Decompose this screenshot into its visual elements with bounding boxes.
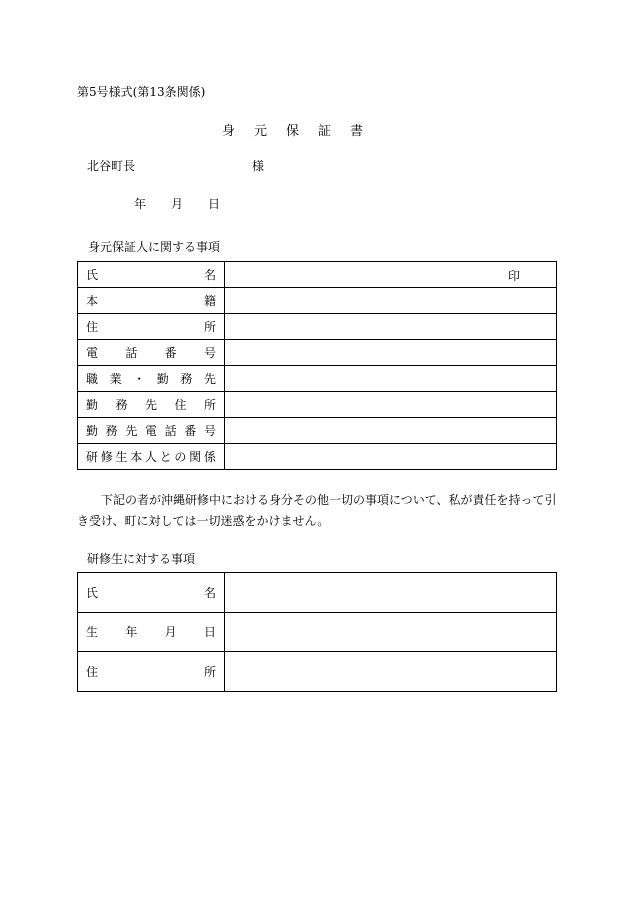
label-char: 業 [109, 372, 122, 386]
label-char: の [174, 450, 187, 464]
label-char: 住 [86, 320, 99, 334]
label-char: 職 [86, 372, 99, 386]
title-char: 元 [254, 124, 268, 139]
guarantor-row-label [78, 444, 225, 470]
label-char: 生 [86, 625, 99, 640]
guarantor-row [78, 392, 557, 418]
label-char: 先 [144, 398, 157, 412]
guarantor-row-value[interactable] [225, 262, 557, 288]
trainee-row-label [78, 573, 225, 613]
label-char: 話 [164, 424, 177, 438]
guarantor-table [77, 261, 557, 470]
guarantor-row-label [78, 392, 225, 418]
guarantor-row-label [78, 366, 225, 392]
label-char: 勤 [86, 424, 99, 438]
guarantor-row-label [78, 340, 225, 366]
label-char: 号 [203, 424, 216, 438]
date-line [134, 195, 220, 212]
label-char: 番 [184, 424, 197, 438]
label-char: 号 [203, 346, 216, 360]
label-char: 関 [189, 450, 202, 464]
guarantor-row-value[interactable] [225, 314, 557, 340]
guarantor-row [78, 444, 557, 470]
guarantor-row-label [78, 288, 225, 314]
honorific: 様 [252, 159, 265, 173]
guarantor-row-value[interactable] [225, 444, 557, 470]
label-char: 住 [86, 664, 99, 679]
guarantor-row-value[interactable] [225, 288, 557, 314]
label-char: と [159, 450, 172, 464]
title-char: 書 [350, 124, 364, 139]
label-char: 務 [180, 372, 193, 386]
document-title [222, 120, 382, 139]
label-char: 係 [203, 450, 216, 464]
label-char: 日 [203, 625, 216, 640]
title-char: 保 [286, 124, 300, 139]
label-char: 籍 [203, 294, 216, 308]
label-char: 生 [115, 450, 128, 464]
label-char: 電 [144, 424, 157, 438]
label-char: ・ [133, 372, 146, 386]
guarantor-row-label [78, 314, 225, 340]
trainee-table [77, 572, 557, 692]
label-char: 所 [203, 320, 216, 334]
guarantor-row [78, 288, 557, 314]
trainee-row-value[interactable] [225, 652, 557, 692]
guarantor-row [78, 340, 557, 366]
guarantor-row [78, 314, 557, 340]
label-char: 務 [115, 398, 128, 412]
label-char: 務 [105, 424, 118, 438]
label-char: 月 [164, 625, 177, 640]
trainee-row-label [78, 652, 225, 692]
label-char: 研 [86, 450, 99, 464]
guarantor-row-label [78, 418, 225, 444]
trainee-row [78, 612, 557, 652]
guarantor-row-value[interactable] [225, 340, 557, 366]
label-char: 名 [203, 268, 216, 282]
title-char: 身 [222, 124, 236, 139]
trainee-row-value[interactable] [225, 612, 557, 652]
trainee-row-label [78, 612, 225, 652]
trainee-row-value[interactable] [225, 573, 557, 613]
label-char: 先 [203, 372, 216, 386]
label-char: 勤 [86, 398, 99, 412]
label-char: 人 [144, 450, 157, 464]
label-char: 先 [125, 424, 138, 438]
guarantor-row-value[interactable] [225, 392, 557, 418]
label-char: 本 [130, 450, 143, 464]
guarantor-row-label [78, 262, 225, 288]
label-char: 名 [203, 585, 216, 600]
title-char: 証 [318, 124, 332, 139]
date-day: 日 [208, 197, 221, 211]
seal-mark: 印 [507, 269, 520, 283]
trainee-section-heading: 研修生に対する事項 [87, 552, 196, 566]
form-number: 第5号様式(第13条関係) [77, 85, 206, 99]
guarantor-section-heading: 身元保証人に関する事項 [88, 240, 221, 254]
label-char: 所 [203, 398, 216, 412]
label-char: 所 [203, 664, 216, 679]
label-char: 氏 [86, 585, 99, 600]
label-char: 年 [125, 625, 138, 640]
label-char: 修 [100, 450, 113, 464]
trainee-row [78, 652, 557, 692]
label-char: 氏 [86, 268, 99, 282]
label-char: 住 [174, 398, 187, 412]
addressee: 北谷町長 [87, 159, 136, 173]
guarantor-row [78, 262, 557, 288]
date-year: 年 [134, 197, 147, 211]
guarantee-statement: 下記の者が沖縄研修中における身分その他一切の事項について、私が責任を持って引き受け、町に対しては一切迷惑をかけません。 [77, 493, 557, 528]
guarantor-row [78, 418, 557, 444]
guarantor-row [78, 366, 557, 392]
date-month: 月 [171, 197, 184, 211]
label-char: 話 [125, 346, 138, 360]
label-char: 勤 [156, 372, 169, 386]
label-char: 番 [164, 346, 177, 360]
label-char: 電 [86, 346, 99, 360]
trainee-row [78, 573, 557, 613]
label-char: 本 [86, 294, 99, 308]
guarantor-row-value[interactable] [225, 366, 557, 392]
guarantor-row-value[interactable] [225, 418, 557, 444]
